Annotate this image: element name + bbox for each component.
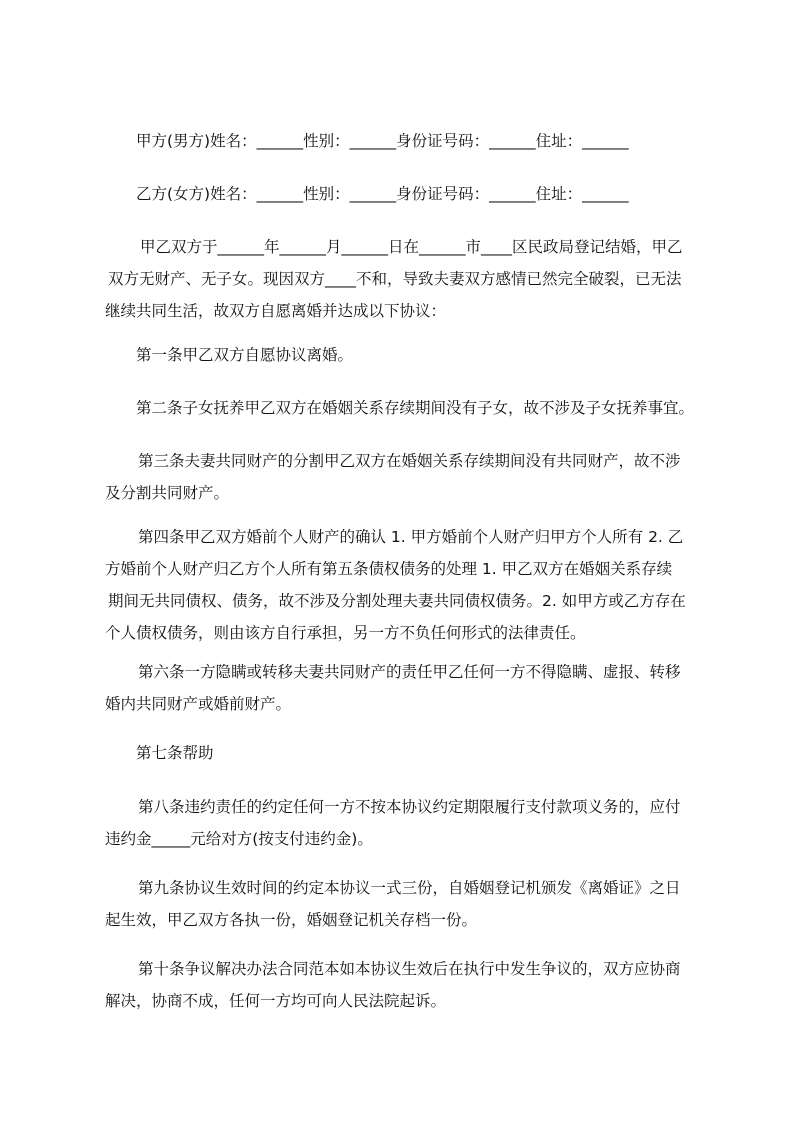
article-2: 第二条子女抚养甲乙双方在婚姻关系存续期间没有子女，故不涉及子女抚养事宜。 [136,399,695,417]
article-4-line-3: 期间无共同债权、债务，故不涉及分割处理夫妻共同债权债务。2. 如甲方或乙方存在 [108,592,686,610]
article-8 [105,791,711,855]
article-6-line-2: 婚内共同财产或婚前财产。 [105,695,292,713]
intro-line-2: 双方无财产、无子女。现因双方____不和，导致夫妻双方感情已然完全破裂，已无法 [108,270,682,288]
article-6 [105,656,711,720]
article-9-line-2: 起生效，甲乙双方各执一份，婚姻登记机关存档一份。 [105,911,478,929]
article-8-line-2: 违约金_____元给对方(按支付违约金)。 [105,830,373,848]
article-9-line-1: 第九条协议生效时间的约定本协议一式三份，自婚姻登记机颁发《离婚证》之日 [138,879,681,897]
article-1: 第一条甲乙双方自愿协议离婚。 [136,346,354,364]
article-8-line-1: 第八条违约责任的约定任何一方不按本协议约定期限履行支付款项义务的，应付 [138,798,681,816]
article-3-line-1: 第三条夫妻共同财产的分割甲乙双方在婚姻关系存续期间没有共同财产，故不涉 [138,452,681,470]
article-4-line-4: 个人债权债务，则由该方自行承担，另一方不负任何形式的法律责任。 [105,624,586,642]
party-a-line: 甲方(男方)姓名：______性别：______身份证号码：______住址：______ [136,132,629,150]
article-9 [105,872,711,936]
article-7: 第七条帮助 [136,744,214,762]
article-4-line-1: 第四条甲乙双方婚前个人财产的确认 1. 甲方婚前个人财产归甲方个人所有 2. 乙 [138,528,684,546]
article-4 [105,521,711,649]
article-10-line-2: 解决，协商不成，任何一方均可向人民法院起诉。 [105,992,447,1010]
article-3 [105,445,711,509]
article-10 [105,953,711,1017]
article-10-line-1: 第十条争议解决办法合同范本如本协议生效后在执行中发生争议的，双方应协商 [138,960,681,978]
article-4-line-2: 方婚前个人财产归乙方个人所有第五条债权债务的处理 1. 甲乙双方在婚姻关系存续 [105,560,673,578]
article-3-line-2: 及分割共同财产。 [105,484,230,502]
party-b-line: 乙方(女方)姓名：______性别：______身份证号码：______住址：______ [136,185,629,203]
intro-line-3: 继续共同生活，故双方自愿离婚并达成以下协议： [105,302,447,320]
article-6-line-1: 第六条一方隐瞒或转移夫妻共同财产的责任甲乙任何一方不得隐瞒、虚报、转移 [138,663,681,681]
intro-line-1: 甲乙双方于______年______月______日在______市____区民政局登记结婚，甲乙 [140,238,683,256]
intro-paragraph [105,231,711,327]
